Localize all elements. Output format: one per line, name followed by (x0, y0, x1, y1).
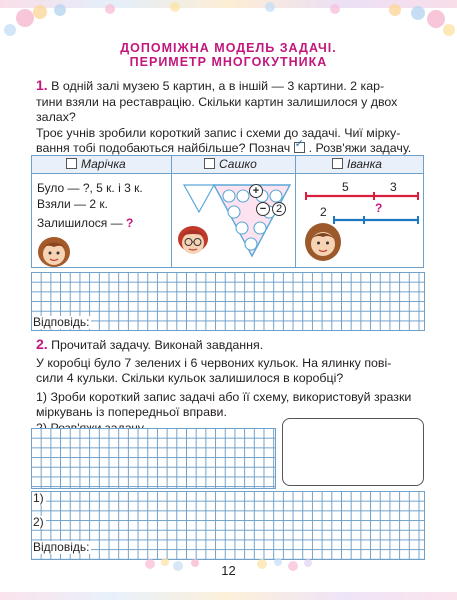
task2-label-1: 1) (33, 491, 44, 505)
task1-text: 1. В одній залі музею 5 картин, а в іншій — 3 картини. 2 кар- тини взяли на реставрацію. Скільки картин залишилося у двох залах? Троє учнів зробили короткий запис і схеми до задачі. Чиї мірку- вання тобі подобаються найбільше? Познач ✓ . Розв'яжи задачу. (36, 77, 412, 155)
page-title: ДОПОМІЖНА МОДЕЛЬ ЗАДАЧІ. (120, 41, 337, 55)
maria-line1: Було — ?, 5 к. і 3 к. (37, 181, 143, 195)
ivanka-five: 5 (342, 180, 349, 194)
ivanka-checkbox[interactable] (332, 158, 343, 169)
maria-face-icon (37, 235, 71, 267)
top-decoration (0, 0, 457, 40)
ivanka-face-icon (304, 222, 342, 262)
ivanka-three: 3 (390, 180, 397, 194)
ivanka-question: ? (375, 201, 383, 215)
maria-checkbox[interactable] (66, 158, 77, 169)
maria-line3: Залишилося — ? (37, 216, 134, 230)
page-subtitle: ПЕРИМЕТР МНОГОКУТНИКА (129, 55, 328, 69)
ivanka-two: 2 (320, 205, 327, 219)
task1-number: 1. (36, 77, 48, 93)
header-ivanka: Іванка (296, 156, 423, 174)
task2-text: 2. Прочитай задачу. Виконай завдання. У коробці було 7 зелених і 6 червоних кульок. На ялинку пові- сили 4 кульки. Скільки кульок залишилося в коробці? 1) Зроби короткий запис задачі або її схему, використовуй зразки міркувань із попередньої вправи. (36, 336, 412, 419)
students-solutions-table (31, 155, 424, 268)
check-mark-sample: ✓ (294, 142, 305, 153)
maria-line2: Взяли — 2 к. (37, 197, 108, 211)
task2-number: 2. (36, 336, 48, 352)
two-circle: 2 (272, 202, 286, 216)
sashko-checkbox[interactable] (204, 158, 215, 169)
plus-circle: + (249, 184, 263, 198)
minus-circle: − (256, 202, 270, 216)
page-number: 12 (221, 563, 236, 578)
task1-answer-label: Відповідь: (33, 315, 90, 329)
task2-answer-frame[interactable] (282, 418, 424, 486)
header-maria: Марічка (32, 156, 172, 174)
task2-label-2: 2) (33, 515, 44, 529)
sashko-face-icon (176, 224, 210, 256)
task2-scheme-grid[interactable] (31, 428, 276, 489)
header-sashko: Сашко (172, 156, 296, 174)
task2-answer-label: Відповідь: (33, 540, 90, 554)
